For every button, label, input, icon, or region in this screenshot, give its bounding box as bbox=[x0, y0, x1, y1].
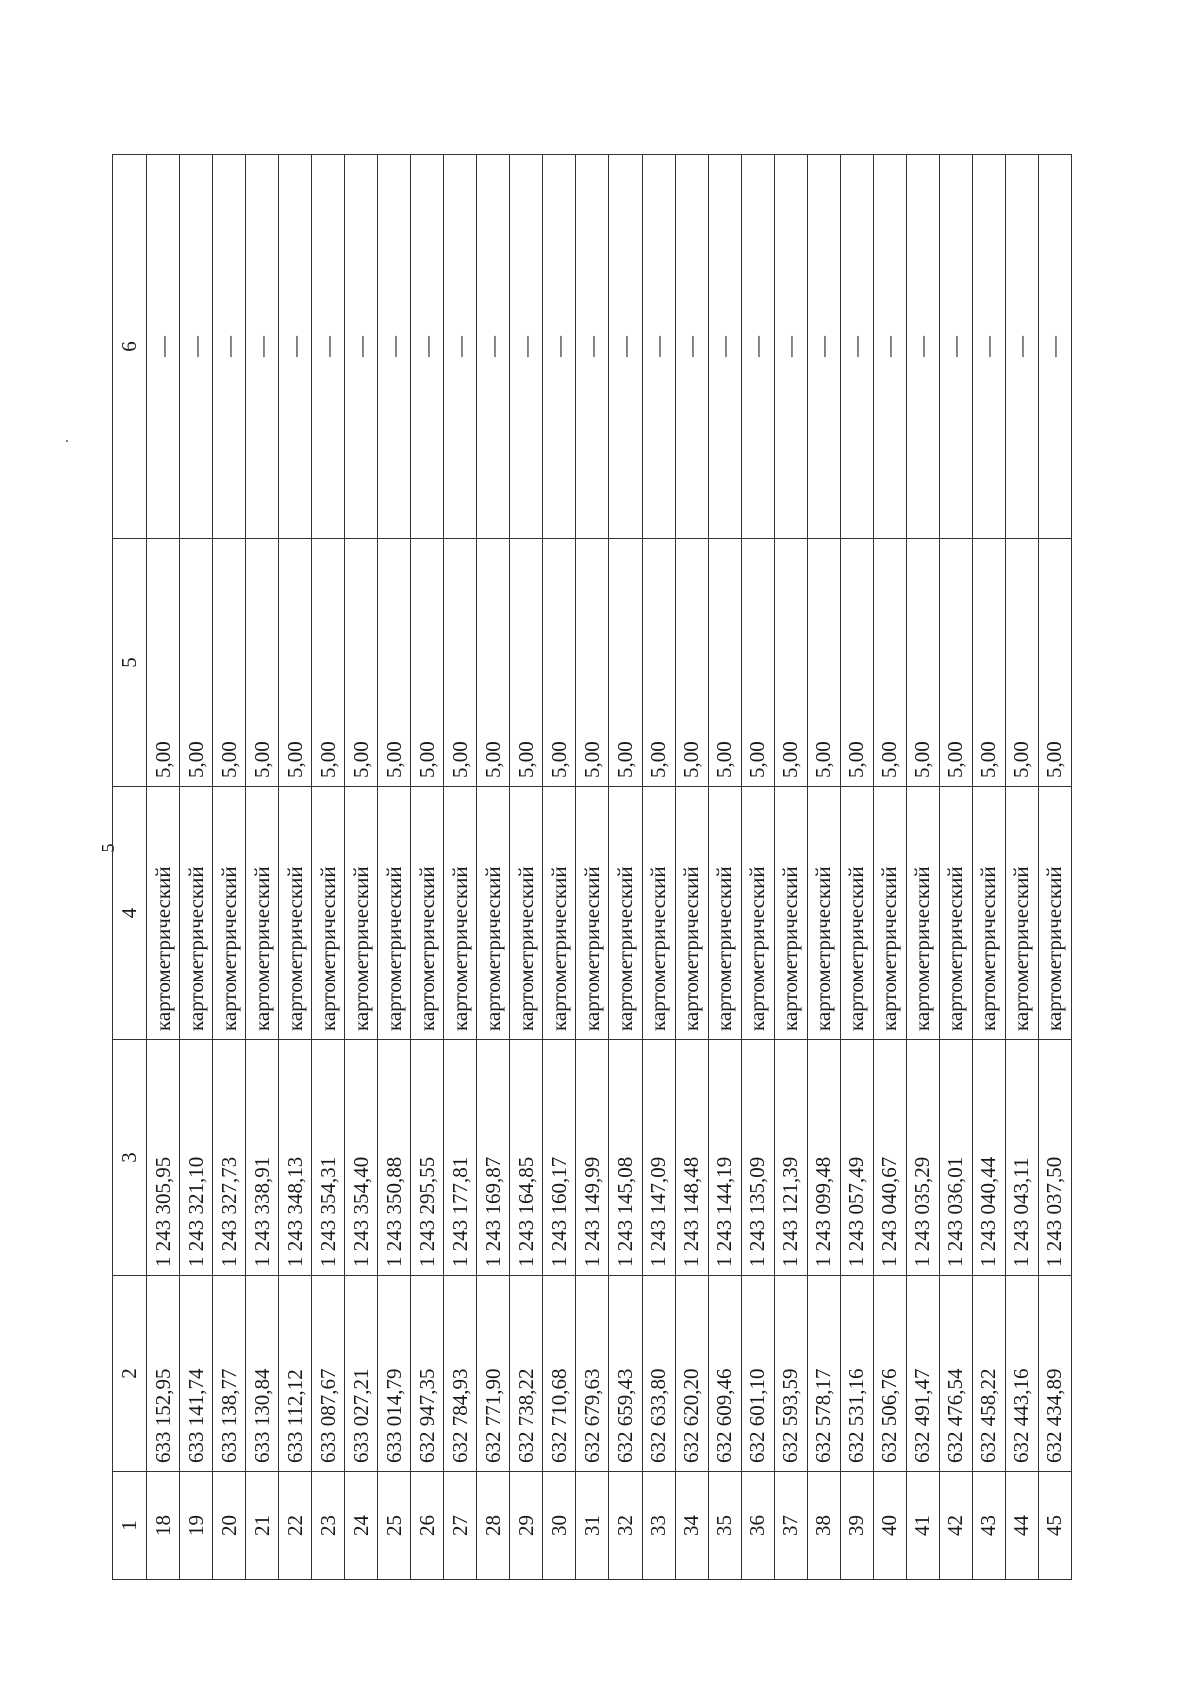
header-cell: 3 bbox=[113, 1040, 147, 1276]
table-row bbox=[642, 155, 675, 1580]
x-coordinate-cell: 633 087,67 bbox=[312, 1276, 345, 1472]
point-number-cell: 43 bbox=[972, 1472, 1005, 1580]
accuracy-cell: 5,00 bbox=[1038, 539, 1071, 787]
y-coordinate-cell: 1 243 040,44 bbox=[972, 1040, 1005, 1276]
rotated-table-frame bbox=[112, 155, 1072, 1580]
table-row bbox=[213, 155, 246, 1580]
x-coordinate-cell: 632 578,17 bbox=[807, 1276, 840, 1472]
description-cell: — bbox=[576, 155, 609, 539]
point-number-cell: 40 bbox=[873, 1472, 906, 1580]
table-row bbox=[279, 155, 312, 1580]
table-header-row bbox=[113, 155, 147, 1580]
method-cell: картометрический bbox=[345, 787, 378, 1040]
accuracy-cell: 5,00 bbox=[345, 539, 378, 787]
page-number: 5 bbox=[98, 843, 118, 853]
y-coordinate-cell: 1 243 036,01 bbox=[939, 1040, 972, 1276]
header-cell: 1 bbox=[113, 1472, 147, 1580]
description-cell: — bbox=[906, 155, 939, 539]
y-coordinate-cell: 1 243 164,85 bbox=[510, 1040, 543, 1276]
accuracy-cell: 5,00 bbox=[279, 539, 312, 787]
y-coordinate-cell: 1 243 338,91 bbox=[246, 1040, 279, 1276]
method-cell: картометрический bbox=[312, 787, 345, 1040]
table-row bbox=[576, 155, 609, 1580]
x-coordinate-cell: 633 130,84 bbox=[246, 1276, 279, 1472]
accuracy-cell: 5,00 bbox=[939, 539, 972, 787]
accuracy-cell: 5,00 bbox=[576, 539, 609, 787]
table-row bbox=[1005, 155, 1038, 1580]
method-cell: картометрический bbox=[180, 787, 213, 1040]
x-coordinate-cell: 632 593,59 bbox=[774, 1276, 807, 1472]
accuracy-cell: 5,00 bbox=[411, 539, 444, 787]
accuracy-cell: 5,00 bbox=[972, 539, 1005, 787]
accuracy-cell: 5,00 bbox=[246, 539, 279, 787]
accuracy-cell: 5,00 bbox=[906, 539, 939, 787]
table-row bbox=[543, 155, 576, 1580]
accuracy-cell: 5,00 bbox=[741, 539, 774, 787]
point-number-cell: 23 bbox=[312, 1472, 345, 1580]
description-cell: — bbox=[279, 155, 312, 539]
method-cell: картометрический bbox=[675, 787, 708, 1040]
x-coordinate-cell: 632 947,35 bbox=[411, 1276, 444, 1472]
point-number-cell: 39 bbox=[840, 1472, 873, 1580]
method-cell: картометрический bbox=[444, 787, 477, 1040]
table-row bbox=[180, 155, 213, 1580]
accuracy-cell: 5,00 bbox=[675, 539, 708, 787]
description-cell: — bbox=[840, 155, 873, 539]
point-number-cell: 20 bbox=[213, 1472, 246, 1580]
point-number-cell: 41 bbox=[906, 1472, 939, 1580]
y-coordinate-cell: 1 243 305,95 bbox=[147, 1040, 180, 1276]
x-coordinate-cell: 633 014,79 bbox=[378, 1276, 411, 1472]
point-number-cell: 33 bbox=[642, 1472, 675, 1580]
point-number-cell: 34 bbox=[675, 1472, 708, 1580]
point-number-cell: 35 bbox=[708, 1472, 741, 1580]
method-cell: картометрический bbox=[873, 787, 906, 1040]
table-row bbox=[345, 155, 378, 1580]
table-row bbox=[741, 155, 774, 1580]
x-coordinate-cell: 632 771,90 bbox=[477, 1276, 510, 1472]
method-cell: картометрический bbox=[840, 787, 873, 1040]
y-coordinate-cell: 1 243 121,39 bbox=[774, 1040, 807, 1276]
description-cell: — bbox=[477, 155, 510, 539]
coordinates-table bbox=[112, 154, 1072, 1580]
method-cell: картометрический bbox=[708, 787, 741, 1040]
description-cell: — bbox=[345, 155, 378, 539]
method-cell: картометрический bbox=[1038, 787, 1071, 1040]
table-row bbox=[444, 155, 477, 1580]
table-row bbox=[378, 155, 411, 1580]
point-number-cell: 27 bbox=[444, 1472, 477, 1580]
description-cell: — bbox=[675, 155, 708, 539]
y-coordinate-cell: 1 243 099,48 bbox=[807, 1040, 840, 1276]
table-row bbox=[510, 155, 543, 1580]
description-cell: — bbox=[1005, 155, 1038, 539]
description-cell: — bbox=[180, 155, 213, 539]
y-coordinate-cell: 1 243 295,55 bbox=[411, 1040, 444, 1276]
accuracy-cell: 5,00 bbox=[543, 539, 576, 787]
method-cell: картометрический bbox=[906, 787, 939, 1040]
method-cell: картометрический bbox=[576, 787, 609, 1040]
point-number-cell: 42 bbox=[939, 1472, 972, 1580]
method-cell: картометрический bbox=[213, 787, 246, 1040]
description-cell: — bbox=[444, 155, 477, 539]
y-coordinate-cell: 1 243 147,09 bbox=[642, 1040, 675, 1276]
point-number-cell: 22 bbox=[279, 1472, 312, 1580]
description-cell: — bbox=[708, 155, 741, 539]
table-row bbox=[840, 155, 873, 1580]
y-coordinate-cell: 1 243 148,48 bbox=[675, 1040, 708, 1276]
x-coordinate-cell: 633 027,21 bbox=[345, 1276, 378, 1472]
accuracy-cell: 5,00 bbox=[807, 539, 840, 787]
y-coordinate-cell: 1 243 160,17 bbox=[543, 1040, 576, 1276]
description-cell: — bbox=[1038, 155, 1071, 539]
point-number-cell: 21 bbox=[246, 1472, 279, 1580]
method-cell: картометрический bbox=[1005, 787, 1038, 1040]
method-cell: картометрический bbox=[543, 787, 576, 1040]
table-row bbox=[708, 155, 741, 1580]
y-coordinate-cell: 1 243 169,87 bbox=[477, 1040, 510, 1276]
table-row bbox=[807, 155, 840, 1580]
point-number-cell: 26 bbox=[411, 1472, 444, 1580]
description-cell: — bbox=[213, 155, 246, 539]
x-coordinate-cell: 633 141,74 bbox=[180, 1276, 213, 1472]
method-cell: картометрический bbox=[774, 787, 807, 1040]
y-coordinate-cell: 1 243 348,13 bbox=[279, 1040, 312, 1276]
method-cell: картометрический bbox=[477, 787, 510, 1040]
method-cell: картометрический bbox=[246, 787, 279, 1040]
x-coordinate-cell: 632 506,76 bbox=[873, 1276, 906, 1472]
point-number-cell: 38 bbox=[807, 1472, 840, 1580]
y-coordinate-cell: 1 243 040,67 bbox=[873, 1040, 906, 1276]
description-cell: — bbox=[807, 155, 840, 539]
accuracy-cell: 5,00 bbox=[378, 539, 411, 787]
y-coordinate-cell: 1 243 145,08 bbox=[609, 1040, 642, 1276]
y-coordinate-cell: 1 243 043,11 bbox=[1005, 1040, 1038, 1276]
y-coordinate-cell: 1 243 144,19 bbox=[708, 1040, 741, 1276]
y-coordinate-cell: 1 243 354,31 bbox=[312, 1040, 345, 1276]
description-cell: — bbox=[543, 155, 576, 539]
method-cell: картометрический bbox=[411, 787, 444, 1040]
point-number-cell: 24 bbox=[345, 1472, 378, 1580]
y-coordinate-cell: 1 243 354,40 bbox=[345, 1040, 378, 1276]
description-cell: — bbox=[642, 155, 675, 539]
method-cell: картометрический bbox=[147, 787, 180, 1040]
method-cell: картометрический bbox=[939, 787, 972, 1040]
description-cell: — bbox=[411, 155, 444, 539]
header-cell: 5 bbox=[113, 539, 147, 787]
accuracy-cell: 5,00 bbox=[477, 539, 510, 787]
y-coordinate-cell: 1 243 350,88 bbox=[378, 1040, 411, 1276]
header-cell: 4 bbox=[113, 787, 147, 1040]
scan-speck bbox=[66, 440, 68, 442]
description-cell: — bbox=[312, 155, 345, 539]
accuracy-cell: 5,00 bbox=[840, 539, 873, 787]
y-coordinate-cell: 1 243 321,10 bbox=[180, 1040, 213, 1276]
accuracy-cell: 5,00 bbox=[312, 539, 345, 787]
point-number-cell: 28 bbox=[477, 1472, 510, 1580]
x-coordinate-cell: 633 138,77 bbox=[213, 1276, 246, 1472]
point-number-cell: 36 bbox=[741, 1472, 774, 1580]
x-coordinate-cell: 632 601,10 bbox=[741, 1276, 774, 1472]
method-cell: картометрический bbox=[642, 787, 675, 1040]
x-coordinate-cell: 632 710,68 bbox=[543, 1276, 576, 1472]
x-coordinate-cell: 632 620,20 bbox=[675, 1276, 708, 1472]
x-coordinate-cell: 632 434,89 bbox=[1038, 1276, 1071, 1472]
point-number-cell: 19 bbox=[180, 1472, 213, 1580]
y-coordinate-cell: 1 243 135,09 bbox=[741, 1040, 774, 1276]
accuracy-cell: 5,00 bbox=[774, 539, 807, 787]
point-number-cell: 45 bbox=[1038, 1472, 1071, 1580]
y-coordinate-cell: 1 243 177,81 bbox=[444, 1040, 477, 1276]
accuracy-cell: 5,00 bbox=[1005, 539, 1038, 787]
x-coordinate-cell: 632 738,22 bbox=[510, 1276, 543, 1472]
point-number-cell: 37 bbox=[774, 1472, 807, 1580]
table-row bbox=[147, 155, 180, 1580]
x-coordinate-cell: 633 112,12 bbox=[279, 1276, 312, 1472]
description-cell: — bbox=[774, 155, 807, 539]
x-coordinate-cell: 632 531,16 bbox=[840, 1276, 873, 1472]
table-row bbox=[939, 155, 972, 1580]
accuracy-cell: 5,00 bbox=[213, 539, 246, 787]
point-number-cell: 25 bbox=[378, 1472, 411, 1580]
table-row bbox=[873, 155, 906, 1580]
method-cell: картометрический bbox=[378, 787, 411, 1040]
x-coordinate-cell: 632 443,16 bbox=[1005, 1276, 1038, 1472]
coordinates-table-container bbox=[112, 155, 1072, 1580]
y-coordinate-cell: 1 243 035,29 bbox=[906, 1040, 939, 1276]
table-row bbox=[675, 155, 708, 1580]
method-cell: картометрический bbox=[807, 787, 840, 1040]
y-coordinate-cell: 1 243 037,50 bbox=[1038, 1040, 1071, 1276]
description-cell: — bbox=[246, 155, 279, 539]
x-coordinate-cell: 632 491,47 bbox=[906, 1276, 939, 1472]
accuracy-cell: 5,00 bbox=[147, 539, 180, 787]
table-row bbox=[477, 155, 510, 1580]
y-coordinate-cell: 1 243 057,49 bbox=[840, 1040, 873, 1276]
accuracy-cell: 5,00 bbox=[642, 539, 675, 787]
accuracy-cell: 5,00 bbox=[873, 539, 906, 787]
description-cell: — bbox=[609, 155, 642, 539]
point-number-cell: 29 bbox=[510, 1472, 543, 1580]
table-row bbox=[774, 155, 807, 1580]
description-cell: — bbox=[378, 155, 411, 539]
method-cell: картометрический bbox=[609, 787, 642, 1040]
point-number-cell: 18 bbox=[147, 1472, 180, 1580]
point-number-cell: 44 bbox=[1005, 1472, 1038, 1580]
x-coordinate-cell: 632 784,93 bbox=[444, 1276, 477, 1472]
description-cell: — bbox=[741, 155, 774, 539]
x-coordinate-cell: 632 476,54 bbox=[939, 1276, 972, 1472]
method-cell: картометрический bbox=[972, 787, 1005, 1040]
description-cell: — bbox=[510, 155, 543, 539]
table-row bbox=[411, 155, 444, 1580]
method-cell: картометрический bbox=[279, 787, 312, 1040]
method-cell: картометрический bbox=[741, 787, 774, 1040]
table-row bbox=[246, 155, 279, 1580]
table-row bbox=[312, 155, 345, 1580]
x-coordinate-cell: 633 152,95 bbox=[147, 1276, 180, 1472]
accuracy-cell: 5,00 bbox=[708, 539, 741, 787]
table-row bbox=[906, 155, 939, 1580]
accuracy-cell: 5,00 bbox=[609, 539, 642, 787]
method-cell: картометрический bbox=[510, 787, 543, 1040]
accuracy-cell: 5,00 bbox=[510, 539, 543, 787]
y-coordinate-cell: 1 243 327,73 bbox=[213, 1040, 246, 1276]
point-number-cell: 31 bbox=[576, 1472, 609, 1580]
header-cell: 6 bbox=[113, 155, 147, 539]
point-number-cell: 30 bbox=[543, 1472, 576, 1580]
x-coordinate-cell: 632 679,63 bbox=[576, 1276, 609, 1472]
table-row bbox=[972, 155, 1005, 1580]
accuracy-cell: 5,00 bbox=[180, 539, 213, 787]
description-cell: — bbox=[873, 155, 906, 539]
x-coordinate-cell: 632 609,46 bbox=[708, 1276, 741, 1472]
x-coordinate-cell: 632 659,43 bbox=[609, 1276, 642, 1472]
accuracy-cell: 5,00 bbox=[444, 539, 477, 787]
y-coordinate-cell: 1 243 149,99 bbox=[576, 1040, 609, 1276]
description-cell: — bbox=[147, 155, 180, 539]
table-row bbox=[1038, 155, 1071, 1580]
point-number-cell: 32 bbox=[609, 1472, 642, 1580]
description-cell: — bbox=[939, 155, 972, 539]
description-cell: — bbox=[972, 155, 1005, 539]
x-coordinate-cell: 632 458,22 bbox=[972, 1276, 1005, 1472]
x-coordinate-cell: 632 633,80 bbox=[642, 1276, 675, 1472]
table-row bbox=[609, 155, 642, 1580]
header-cell: 2 bbox=[113, 1276, 147, 1472]
